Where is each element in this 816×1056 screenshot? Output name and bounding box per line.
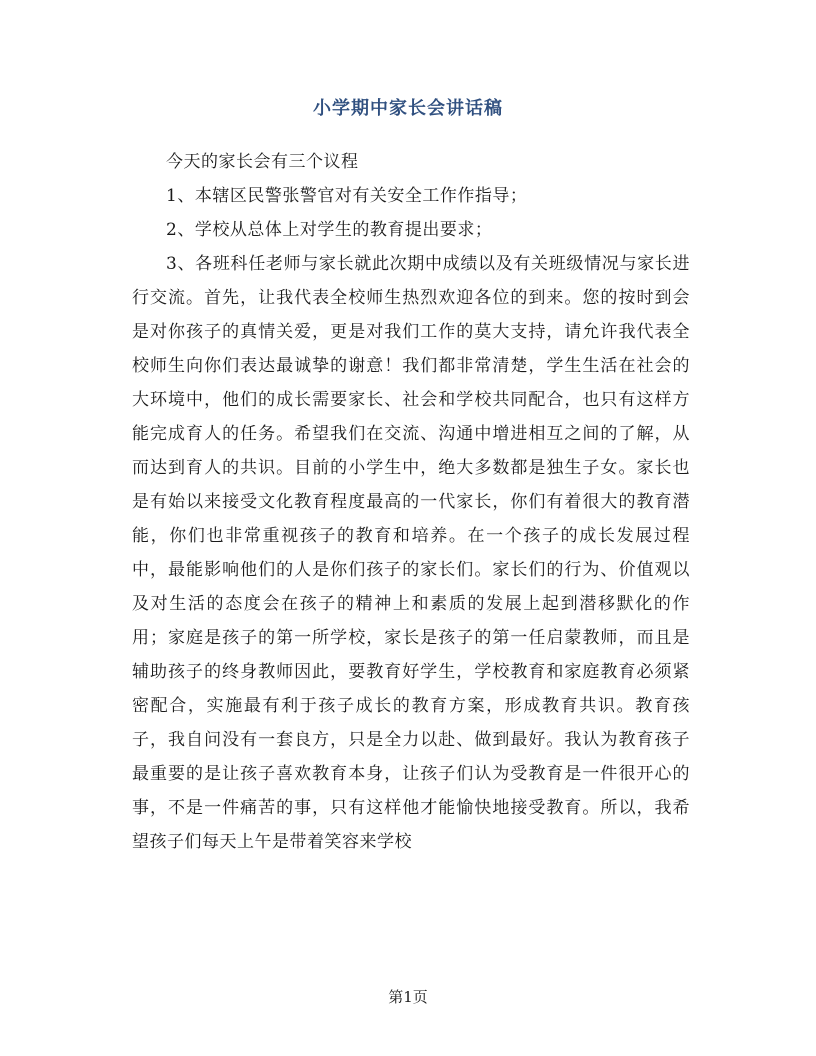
paragraph-agenda-item-1: 1、本辖区民警张警官对有关安全工作作指导； (166, 186, 528, 206)
paragraph-agenda-item-3: 3、各班科任老师与家长就此次期中成绩以及有关班级情况与家长进行交流。首先，让我代表全校师生热烈欢迎各位的到来。您的按时到会是对你孩子的真情关爱，更是对我们工作的莫大支持，请允许我代表全校师生向你们表达最诚挚的谢意！我们都非常清楚，学生生活在社会的大环境中，他们的成长需要家长、社会和学校共同配合，也只有这样方能完成育人的任务。希望我们在交流、沟通中增进相互之间的了解，从而达到育人的共识。目前的小学生中，绝大多数都是独生子女。家长也是有始以来接受文化教育程度最高的一代家长，你们有着很大的教育潜能，你们也非常重视孩子的教育和培养。在一个孩子的成长发展过程中，最能影响他们的人是你们孩子的家长们。家长们的行为、价值观以及对生活的态度会在孩子的精神上和素质的发展上起到潜移默化的作用；家庭是孩子的第一所学校，家长是孩子的第一任启蒙教师，而且是辅助孩子的终身教师因此，要教育好学生，学校教育和家庭教育必须紧密配合，实施最有利于孩子成长的教育方案，形成教育共识。教育孩子，我自问没有一套良方，只是全力以赴、做到最好。我认为教育孩子最重要的是让孩子喜欢教育本身，让孩子们认为受教育是一件很开心的事，不是一件痛苦的事，只有这样他才能愉快地接受教育。所以，我希望孩子们每天上午是带着笑容来学校 (132, 254, 690, 852)
page-number: 第1页 (388, 988, 428, 1006)
paragraph-agenda-item-2: 2、学校从总体上对学生的教育提出要求； (166, 220, 493, 240)
document-body (132, 145, 690, 859)
document-title: 小学期中家长会讲话稿 (313, 98, 503, 119)
paragraph-agenda-intro: 今天的家长会有三个议程 (166, 152, 359, 172)
